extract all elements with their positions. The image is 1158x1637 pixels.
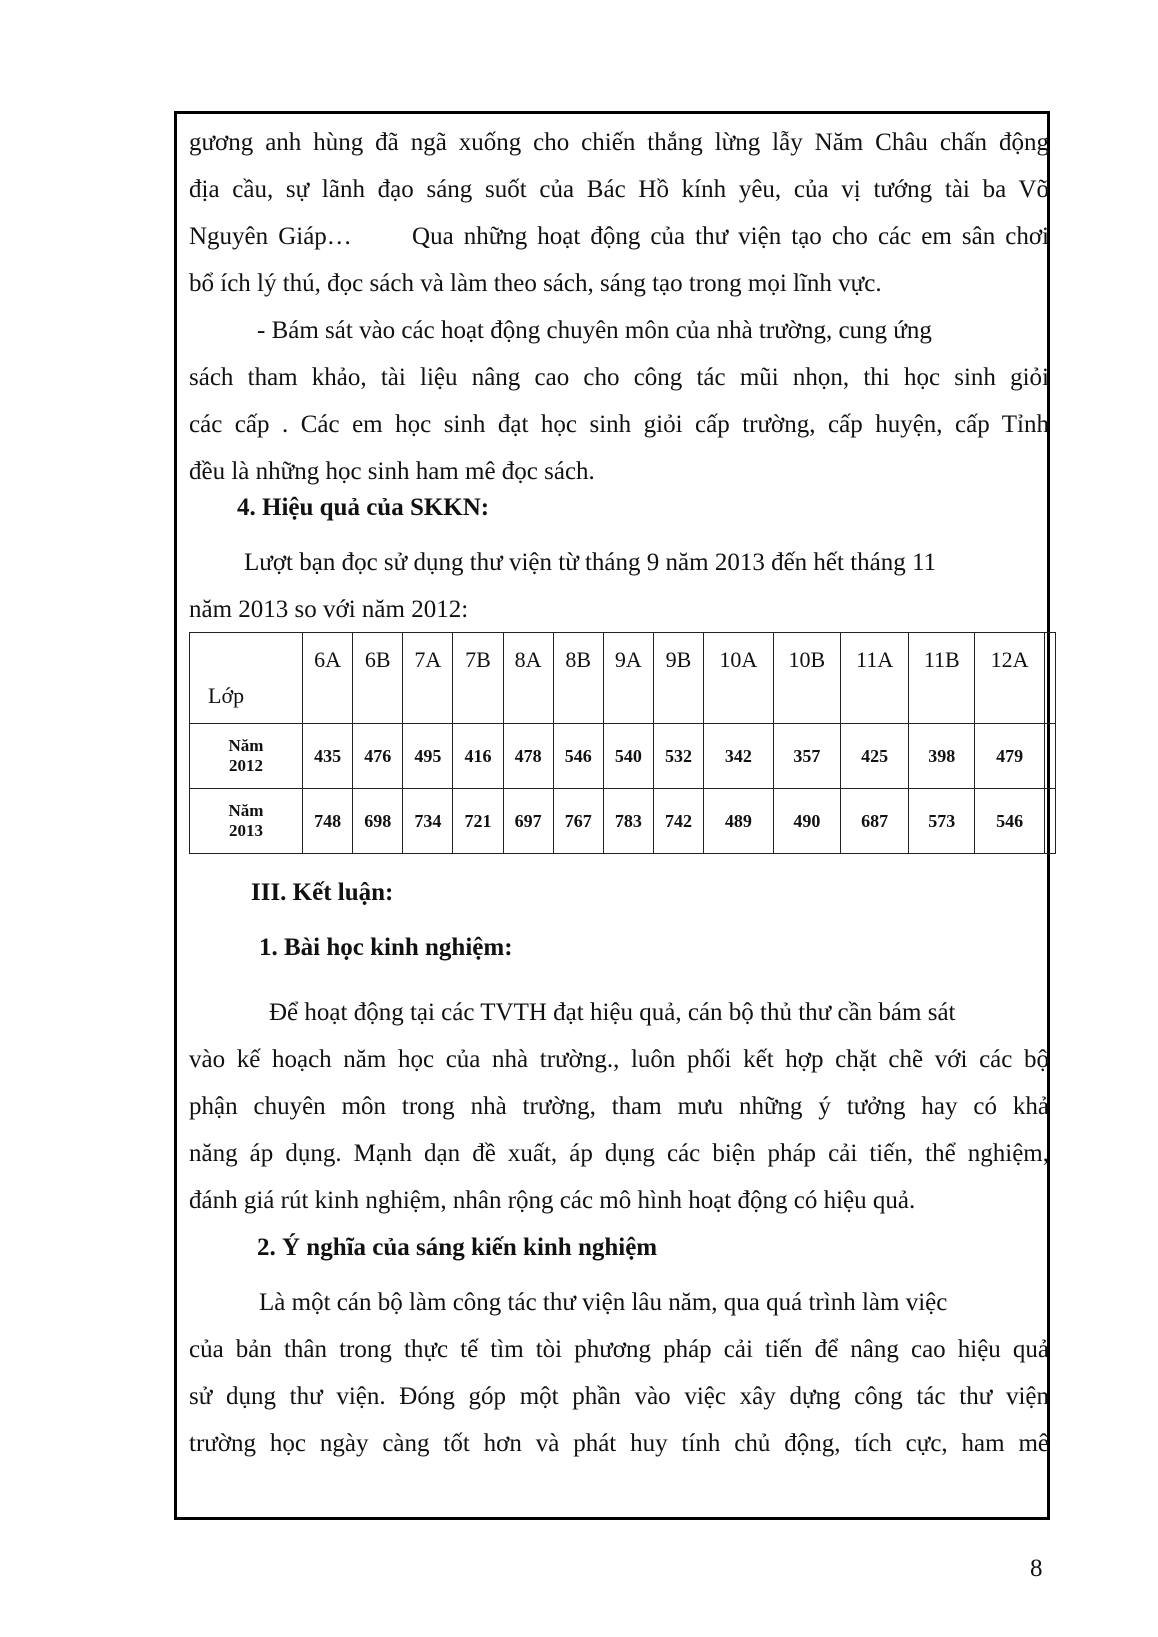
text-line: Lượt bạn đọc sử dụng thư viện từ tháng 9 năm 2013 đến hết tháng 11 <box>244 549 937 576</box>
table-edge-cell <box>1045 789 1056 854</box>
section-heading-significance: 2. Ý nghĩa của sáng kiến kinh nghiệm <box>257 1234 658 1261</box>
paragraph-library-activities <box>189 119 1049 307</box>
section-heading-conclusion: III. Kết luận: <box>251 879 394 906</box>
text-line: phận chuyên môn trong nhà trường, tham mưu những ý tưởng hay có khả <box>189 1093 1049 1120</box>
table-cell: 698 <box>353 789 403 854</box>
header-class: 8B <box>553 633 603 724</box>
text-line: Nguyên Giáp… Qua những hoạt động của thư viện tạo cho các em sân chơi <box>189 223 1049 250</box>
text-line: - Bám sát vào các hoạt động chuyên môn của nhà trường, cung ứng <box>257 317 932 344</box>
header-class: 10A <box>704 633 774 724</box>
row-label-line: Năm <box>228 801 264 820</box>
header-class: 11B <box>909 633 975 724</box>
table-cell: 783 <box>603 789 653 854</box>
text-line: các cấp . Các em học sinh đạt học sinh giỏi cấp trường, cấp huyện, cấp Tỉnh <box>189 411 1049 438</box>
table-cell: 767 <box>553 789 603 854</box>
header-class: 12A <box>975 633 1045 724</box>
text-line: đánh giá rút kinh nghiệm, nhân rộng các mô hình hoạt động có hiệu quả. <box>189 1187 916 1214</box>
table-header-row <box>190 633 1056 724</box>
table-cell: 748 <box>303 789 353 854</box>
table-cell: 425 <box>841 724 909 789</box>
table-cell: 490 <box>773 789 840 854</box>
table-cell: 416 <box>453 724 503 789</box>
text-line: đều là những học sinh ham mê đọc sách. <box>189 458 595 485</box>
table-cell: 495 <box>403 724 453 789</box>
text-line: năng áp dụng. Mạnh dạn đề xuất, áp dụng các biện pháp cải tiến, thể nghiệm, <box>189 1140 1049 1167</box>
row-label-2012 <box>190 724 303 789</box>
table-cell: 435 <box>303 724 353 789</box>
row-label-2013 <box>190 789 303 854</box>
table-cell: 342 <box>704 724 774 789</box>
text-line: sách tham khảo, tài liệu nâng cao cho công tác mũi nhọn, thi học sinh giỏi <box>189 364 1049 391</box>
table-edge-cell <box>1045 724 1056 789</box>
header-class: 10B <box>773 633 840 724</box>
table-edge-cell <box>1045 633 1056 724</box>
table-cell: 734 <box>403 789 453 854</box>
text-line: Để hoạt động tại các TVTH đạt hiệu quả, cán bộ thủ thư cần bám sát <box>269 999 956 1026</box>
text-line: gương anh hùng đã ngã xuống cho chiến thắng lừng lẫy Năm Châu chấn động <box>189 129 1049 156</box>
header-class: 8A <box>503 633 553 724</box>
header-class: 11A <box>841 633 909 724</box>
table-cell: 479 <box>975 724 1045 789</box>
paragraph-lessons <box>189 989 1049 1224</box>
header-class: 6A <box>303 633 353 724</box>
table-cell: 540 <box>603 724 653 789</box>
table-cell: 687 <box>841 789 909 854</box>
table-cell: 546 <box>553 724 603 789</box>
table-cell: 573 <box>909 789 975 854</box>
row-label-line: 2012 <box>229 756 263 775</box>
text-line: Là một cán bộ làm công tác thư viện lâu năm, qua quá trình làm việc <box>259 1289 948 1316</box>
table-row <box>190 789 1056 854</box>
section-heading-lessons: 1. Bài học kinh nghiệm: <box>259 934 513 961</box>
page-border <box>174 111 1050 1520</box>
table-cell: 721 <box>453 789 503 854</box>
header-class: 7A <box>403 633 453 724</box>
paragraph-significance <box>189 1279 1049 1467</box>
text-line: của bản thân trong thực tế tìm tòi phương pháp cải tiến để nâng cao hiệu quả <box>189 1336 1049 1363</box>
table-cell: 546 <box>975 789 1045 854</box>
table-row <box>190 724 1056 789</box>
table-cell: 532 <box>653 724 703 789</box>
text-line: trường học ngày càng tốt hơn và phát huy tính chủ động, tích cực, ham mê <box>189 1430 1049 1457</box>
header-class: 9A <box>603 633 653 724</box>
paragraph-reader-stats-intro <box>189 539 1049 633</box>
text-line: năm 2013 so với năm 2012: <box>189 596 469 623</box>
page-number: 8 <box>1030 1555 1043 1582</box>
table-cell: 697 <box>503 789 553 854</box>
row-label-line: 2013 <box>229 821 263 840</box>
text-line: địa cầu, sự lãnh đạo sáng suốt của Bác Hồ kính yêu, của vị tướng tài ba Võ <box>189 176 1049 203</box>
reader-stats-table <box>189 632 1056 854</box>
header-class: 9B <box>653 633 703 724</box>
table-cell: 478 <box>503 724 553 789</box>
text-line: bổ ích lý thú, đọc sách và làm theo sách, sáng tạo trong mọi lĩnh vực. <box>189 270 882 297</box>
header-label-class: Lớp <box>190 633 303 724</box>
header-class: 7B <box>453 633 503 724</box>
table-cell: 398 <box>909 724 975 789</box>
section-heading-effectiveness: 4. Hiệu quả của SKKN: <box>237 494 490 521</box>
table-cell: 476 <box>353 724 403 789</box>
table-cell: 742 <box>653 789 703 854</box>
text-line: vào kế hoạch năm học của nhà trường., luôn phối kết hợp chặt chẽ với các bộ <box>189 1046 1049 1073</box>
text-line: sử dụng thư viện. Đóng góp một phần vào việc xây dựng công tác thư viện <box>189 1383 1049 1410</box>
row-label-line: Năm <box>228 736 264 755</box>
paragraph-professional-support <box>189 307 1049 495</box>
table-cell: 489 <box>704 789 774 854</box>
table-cell: 357 <box>773 724 840 789</box>
header-class: 6B <box>353 633 403 724</box>
